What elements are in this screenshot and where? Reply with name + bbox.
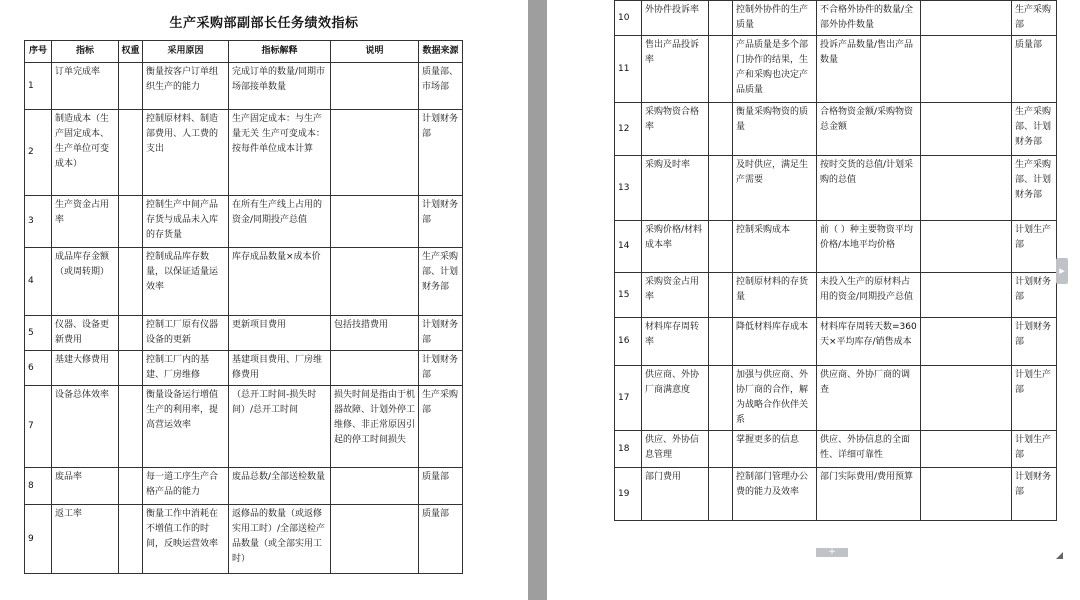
- note-cell: [331, 196, 419, 248]
- note-cell: 损失时间是指由于机器故障、计划外停工维修、非正常原因引起的停工时间损失: [331, 386, 419, 468]
- weight-cell: [119, 468, 143, 505]
- indicator-name: 废品率: [52, 468, 119, 505]
- note-cell: [921, 318, 1012, 366]
- source-cell: 计划生产部: [1012, 366, 1057, 431]
- indicator-name: 成品库存金额（或周转期）: [52, 248, 119, 316]
- indicator-name: 采购及时率: [642, 156, 709, 221]
- row-number: 3: [25, 196, 52, 248]
- weight-cell: [709, 431, 733, 468]
- table-row: [615, 156, 1057, 221]
- row-number: 17: [615, 366, 642, 431]
- explanation-cell: 基建项目费用、厂房维修费用: [229, 351, 331, 386]
- table-row: [615, 103, 1057, 156]
- source-cell: 计划生产部: [1012, 431, 1057, 468]
- header-no: 序号: [25, 41, 52, 63]
- weight-cell: [709, 318, 733, 366]
- table-body-right: [615, 1, 1057, 521]
- table-row: [25, 110, 463, 196]
- indicator-name: 材料库存周转率: [642, 318, 709, 366]
- source-cell: 质量部: [1012, 36, 1057, 103]
- explanation-cell: 完成订单的数量/同期市场部接单数量: [229, 63, 331, 110]
- reason-cell: 控制原材料、制造部费用、人工费的支出: [143, 110, 229, 196]
- row-number: 12: [615, 103, 642, 156]
- note-cell: [921, 468, 1012, 521]
- weight-cell: [709, 36, 733, 103]
- indicator-name: 供应、外协信息管理: [642, 431, 709, 468]
- note-cell: [921, 103, 1012, 156]
- side-expand-tab[interactable]: ▸: [1056, 258, 1068, 284]
- indicator-name: 设备总体效率: [52, 386, 119, 468]
- note-cell: [331, 63, 419, 110]
- indicator-name: 部门费用: [642, 468, 709, 521]
- header-reason: 采用原因: [143, 41, 229, 63]
- table-row: [615, 468, 1057, 521]
- row-number: 7: [25, 386, 52, 468]
- weight-cell: [119, 351, 143, 386]
- indicator-name: 售出产品投诉率: [642, 36, 709, 103]
- reason-cell: 掌握更多的信息: [733, 431, 817, 468]
- header-note: 说明: [331, 41, 419, 63]
- indicator-name: 返工率: [52, 505, 119, 574]
- page-break-tab[interactable]: +: [816, 548, 848, 557]
- table-row: [615, 36, 1057, 103]
- row-number: 16: [615, 318, 642, 366]
- weight-cell: [119, 110, 143, 196]
- explanation-cell: 前（ ）种主要物资平均价格/本地平均价格: [817, 221, 921, 273]
- source-cell: 计划生产部: [1012, 221, 1057, 273]
- reason-cell: 衡量采购物资的质量: [733, 103, 817, 156]
- note-cell: [331, 351, 419, 386]
- row-number: 15: [615, 273, 642, 318]
- table-header: [25, 41, 463, 63]
- table-row: [615, 318, 1057, 366]
- indicator-name: 供应商、外协厂商满意度: [642, 366, 709, 431]
- source-cell: 质量部: [419, 468, 463, 505]
- reason-cell: 控制生产中间产品存货与成品未入库的存货量: [143, 196, 229, 248]
- source-cell: 生产采购部、计划财务部: [1012, 156, 1057, 221]
- explanation-cell: 库存成品数量×成本价: [229, 248, 331, 316]
- weight-cell: [119, 248, 143, 316]
- explanation-cell: 合格物资金额/采购物资总金额: [817, 103, 921, 156]
- source-cell: 质量部: [419, 505, 463, 574]
- note-cell: [921, 36, 1012, 103]
- table-row: [615, 366, 1057, 431]
- source-cell: 计划财务部: [419, 196, 463, 248]
- explanation-cell: 生产固定成本：与生产量无关 生产可变成本：按每件单位成本计算: [229, 110, 331, 196]
- source-cell: 计划财务部: [1012, 468, 1057, 521]
- source-cell: 计划财务部: [419, 351, 463, 386]
- header-explanation: 指标解释: [229, 41, 331, 63]
- row-number: 18: [615, 431, 642, 468]
- note-cell: [921, 366, 1012, 431]
- note-cell: [331, 468, 419, 505]
- indicator-name: 基建大修费用: [52, 351, 119, 386]
- indicator-name: 订单完成率: [52, 63, 119, 110]
- weight-cell: [709, 273, 733, 318]
- document-page-left: [0, 0, 528, 600]
- reason-cell: 降低材料库存成本: [733, 318, 817, 366]
- table-row: [25, 196, 463, 248]
- note-cell: [331, 505, 419, 574]
- table-row: [25, 505, 463, 574]
- note-cell: [921, 431, 1012, 468]
- row-number: 11: [615, 36, 642, 103]
- table-row: [25, 63, 463, 110]
- reason-cell: 控制采购成本: [733, 221, 817, 273]
- reason-cell: 及时供应，满足生产需要: [733, 156, 817, 221]
- note-cell: 包括技措费用: [331, 316, 419, 351]
- explanation-cell: 供应商、外协厂商的调查: [817, 366, 921, 431]
- weight-cell: [709, 221, 733, 273]
- indicator-name: 采购资金占用率: [642, 273, 709, 318]
- table-row: [25, 351, 463, 386]
- explanation-cell: 部门实际费用/费用预算: [817, 468, 921, 521]
- explanation-cell: （总开工时间-损失时间）/总开工时间: [229, 386, 331, 468]
- weight-cell: [709, 366, 733, 431]
- note-cell: [921, 156, 1012, 221]
- header-indicator: 指标: [52, 41, 119, 63]
- weight-cell: [709, 156, 733, 221]
- note-cell: [331, 110, 419, 196]
- indicator-name: 制造成本（生产固定成本、生产单位可变成本）: [52, 110, 119, 196]
- explanation-cell: 在所有生产线上占用的资金/同期投产总值: [229, 196, 331, 248]
- reason-cell: 控制部门管理办公费的能力及效率: [733, 468, 817, 521]
- source-cell: 生产采购部、计划财务部: [1012, 103, 1057, 156]
- resize-handle[interactable]: [1056, 552, 1063, 559]
- weight-cell: [709, 468, 733, 521]
- explanation-cell: 投诉产品数量/售出产品数量: [817, 36, 921, 103]
- row-number: 4: [25, 248, 52, 316]
- indicator-name: 采购价格/材料成本率: [642, 221, 709, 273]
- table-row: [615, 1, 1057, 36]
- row-number: 19: [615, 468, 642, 521]
- document-title: 生产采购部副部长任务绩效指标: [169, 16, 359, 31]
- explanation-cell: 更新项目费用: [229, 316, 331, 351]
- source-cell: 生产采购部、计划财务部: [419, 248, 463, 316]
- reason-cell: 加强与供应商、外协厂商的合作，解为战略合作伙伴关系: [733, 366, 817, 431]
- source-cell: 计划财务部: [1012, 318, 1057, 366]
- indicator-name: 生产资金占用率: [52, 196, 119, 248]
- reason-cell: 控制外协件的生产质量: [733, 1, 817, 36]
- indicator-name: 采购物资合格率: [642, 103, 709, 156]
- weight-cell: [709, 1, 733, 36]
- table-row: [615, 273, 1057, 318]
- row-number: 2: [25, 110, 52, 196]
- row-number: 5: [25, 316, 52, 351]
- row-number: 10: [615, 1, 642, 36]
- note-cell: [921, 1, 1012, 36]
- explanation-cell: 未投入生产的原材料占用的资金/同期投产总值: [817, 273, 921, 318]
- source-cell: 计划财务部: [419, 110, 463, 196]
- reason-cell: 控制工厂原有仪器设备的更新: [143, 316, 229, 351]
- reason-cell: 衡量设备运行增值生产的利用率，提高营运效率: [143, 386, 229, 468]
- row-number: 14: [615, 221, 642, 273]
- kpi-table-left: [24, 40, 463, 574]
- kpi-table-right: [614, 0, 1057, 521]
- row-number: 13: [615, 156, 642, 221]
- reason-cell: 衡量按客户订单组织生产的能力: [143, 63, 229, 110]
- reason-cell: 控制原材料的存货量: [733, 273, 817, 318]
- source-cell: 生产采购部: [419, 386, 463, 468]
- note-cell: [331, 248, 419, 316]
- table-body-left: [25, 63, 463, 574]
- explanation-cell: 材料库存周转天数=360天×平均库存/销售成本: [817, 318, 921, 366]
- explanation-cell: 按时交货的总值/计划采购的总值: [817, 156, 921, 221]
- weight-cell: [119, 386, 143, 468]
- explanation-cell: 不合格外协件的数量/全部外协件数量: [817, 1, 921, 36]
- header-source: 数据来源: [419, 41, 463, 63]
- row-number: 8: [25, 468, 52, 505]
- weight-cell: [119, 505, 143, 574]
- indicator-name: 外协件投诉率: [642, 1, 709, 36]
- explanation-cell: 返修品的数量（或返修实用工时）/全部送检产品数量（或全部实用工时）: [229, 505, 331, 574]
- source-cell: 计划财务部: [1012, 273, 1057, 318]
- weight-cell: [119, 316, 143, 351]
- source-cell: 生产采购部: [1012, 1, 1057, 36]
- table-row: [615, 221, 1057, 273]
- table-row: [25, 248, 463, 316]
- weight-cell: [119, 196, 143, 248]
- reason-cell: 每一道工序生产合格产品的能力: [143, 468, 229, 505]
- weight-cell: [709, 103, 733, 156]
- weight-cell: [119, 63, 143, 110]
- explanation-cell: 废品总数/全部送检数量: [229, 468, 331, 505]
- row-number: 1: [25, 63, 52, 110]
- explanation-cell: 供应、外协信息的全面性、详细可靠性: [817, 431, 921, 468]
- reason-cell: 控制成品库存数量，以保证适量运效率: [143, 248, 229, 316]
- source-cell: 质量部、市场部: [419, 63, 463, 110]
- table-row: [615, 431, 1057, 468]
- header-weight: 权重: [119, 41, 143, 63]
- note-cell: [921, 221, 1012, 273]
- table-row: [25, 468, 463, 505]
- reason-cell: 控制工厂内的基建、厂房维修: [143, 351, 229, 386]
- indicator-name: 仪器、设备更新费用: [52, 316, 119, 351]
- note-cell: [921, 273, 1012, 318]
- table-row: [25, 386, 463, 468]
- reason-cell: 产品质量是多个部门协作的结果，生产和采购也决定产品质量: [733, 36, 817, 103]
- source-cell: 计划财务部: [419, 316, 463, 351]
- table-row: [25, 316, 463, 351]
- reason-cell: 衡量工作中消耗在不增值工作的时间，反映运营效率: [143, 505, 229, 574]
- row-number: 6: [25, 351, 52, 386]
- row-number: 9: [25, 505, 52, 574]
